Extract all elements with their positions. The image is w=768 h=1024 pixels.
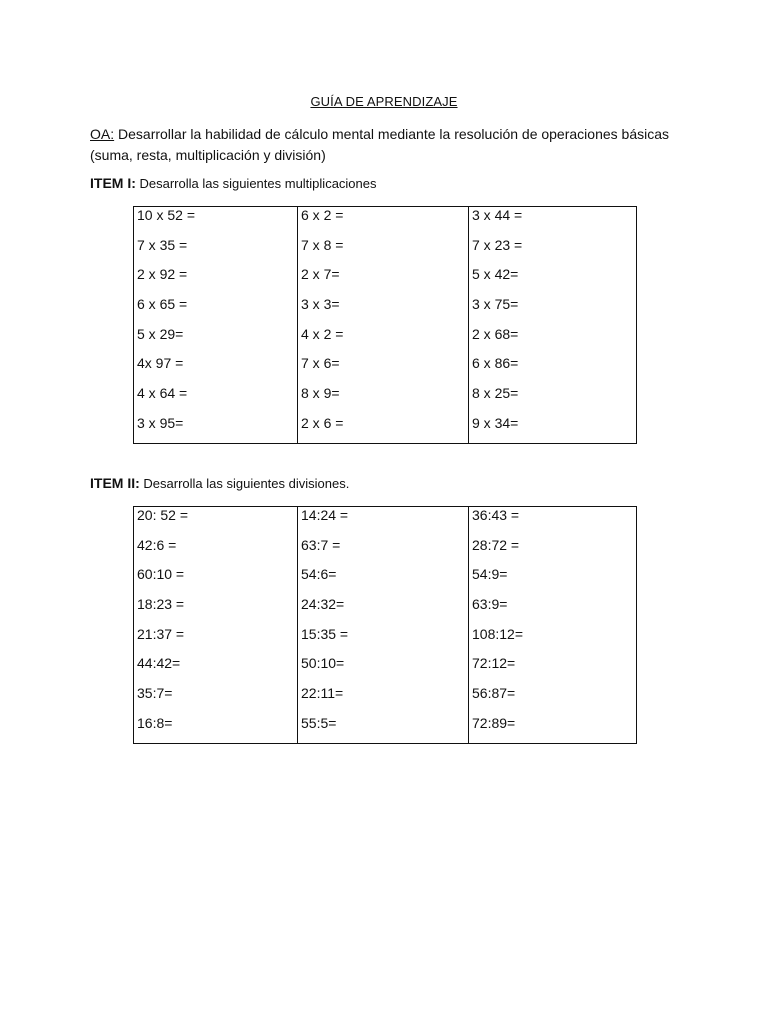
exercise-cell: 5 x 42= xyxy=(469,266,637,296)
exercise-cell: 42:6 = xyxy=(134,537,298,567)
exercise-cell: 35:7= xyxy=(134,685,298,715)
exercise-cell: 2 x 6 = xyxy=(298,415,469,444)
multiplication-row xyxy=(134,296,637,326)
exercise-cell: 6 x 86= xyxy=(469,355,637,385)
exercise-cell: 9 x 34= xyxy=(469,415,637,444)
exercise-cell: 22:11= xyxy=(298,685,469,715)
exercise-cell: 2 x 68= xyxy=(469,326,637,356)
exercise-cell: 7 x 23 = xyxy=(469,237,637,267)
item1-label: ITEM I: xyxy=(90,175,136,191)
exercise-cell: 7 x 8 = xyxy=(298,237,469,267)
exercise-cell: 72:12= xyxy=(469,655,637,685)
division-row xyxy=(134,537,637,567)
objective-label: OA: xyxy=(90,126,115,142)
exercise-cell: 55:5= xyxy=(298,715,469,744)
exercise-cell: 36:43 = xyxy=(469,507,637,537)
exercise-cell: 21:37 = xyxy=(134,626,298,656)
exercise-cell: 7 x 6= xyxy=(298,355,469,385)
multiplication-row xyxy=(134,207,637,237)
exercise-cell: 5 x 29= xyxy=(134,326,298,356)
exercise-cell: 3 x 75= xyxy=(469,296,637,326)
division-row xyxy=(134,655,637,685)
exercise-cell: 2 x 7= xyxy=(298,266,469,296)
item2-label: ITEM II: xyxy=(90,475,140,491)
exercise-cell: 24:32= xyxy=(298,596,469,626)
exercise-cell: 56:87= xyxy=(469,685,637,715)
item1-instruction: Desarrolla las siguientes multiplicaciones xyxy=(135,176,377,191)
page-title: GUÍA DE APRENDIZAJE xyxy=(310,94,458,109)
division-table xyxy=(133,506,637,744)
exercise-cell: 3 x 44 = xyxy=(469,207,637,237)
multiplication-row xyxy=(134,237,637,267)
exercise-cell: 108:12= xyxy=(469,626,637,656)
exercise-cell: 15:35 = xyxy=(298,626,469,656)
objective-paragraph xyxy=(90,124,680,166)
division-row xyxy=(134,685,637,715)
division-row xyxy=(134,715,637,744)
multiplication-row xyxy=(134,266,637,296)
exercise-cell: 50:10= xyxy=(298,655,469,685)
exercise-cell: 10 x 52 = xyxy=(134,207,298,237)
exercise-cell: 8 x 25= xyxy=(469,385,637,415)
exercise-cell: 18:23 = xyxy=(134,596,298,626)
item1-heading xyxy=(90,175,377,191)
item2-heading xyxy=(90,475,349,491)
exercise-cell: 63:9= xyxy=(469,596,637,626)
exercise-cell: 20: 52 = xyxy=(134,507,298,537)
exercise-cell: 54:9= xyxy=(469,566,637,596)
exercise-cell: 4 x 2 = xyxy=(298,326,469,356)
objective-text: Desarrollar la habilidad de cálculo mental mediante la resolución de operaciones básicas (suma, resta, multiplicación y división) xyxy=(90,126,669,163)
exercise-cell: 63:7 = xyxy=(298,537,469,567)
exercise-cell: 44:42= xyxy=(134,655,298,685)
division-row xyxy=(134,566,637,596)
item2-instruction: Desarrolla las siguientes divisiones. xyxy=(139,476,350,491)
exercise-cell: 72:89= xyxy=(469,715,637,744)
multiplication-row xyxy=(134,385,637,415)
exercise-cell: 8 x 9= xyxy=(298,385,469,415)
division-row xyxy=(134,507,637,537)
multiplication-row xyxy=(134,415,637,444)
exercise-cell: 2 x 92 = xyxy=(134,266,298,296)
division-row xyxy=(134,626,637,656)
exercise-cell: 54:6= xyxy=(298,566,469,596)
exercise-cell: 3 x 3= xyxy=(298,296,469,326)
exercise-cell: 14:24 = xyxy=(298,507,469,537)
multiplication-row xyxy=(134,326,637,356)
exercise-cell: 28:72 = xyxy=(469,537,637,567)
exercise-cell: 6 x 65 = xyxy=(134,296,298,326)
exercise-cell: 6 x 2 = xyxy=(298,207,469,237)
exercise-cell: 4x 97 = xyxy=(134,355,298,385)
exercise-cell: 60:10 = xyxy=(134,566,298,596)
exercise-cell: 16:8= xyxy=(134,715,298,744)
multiplication-row xyxy=(134,355,637,385)
exercise-cell: 4 x 64 = xyxy=(134,385,298,415)
exercise-cell: 3 x 95= xyxy=(134,415,298,444)
multiplication-table xyxy=(133,206,637,444)
division-row xyxy=(134,596,637,626)
exercise-cell: 7 x 35 = xyxy=(134,237,298,267)
